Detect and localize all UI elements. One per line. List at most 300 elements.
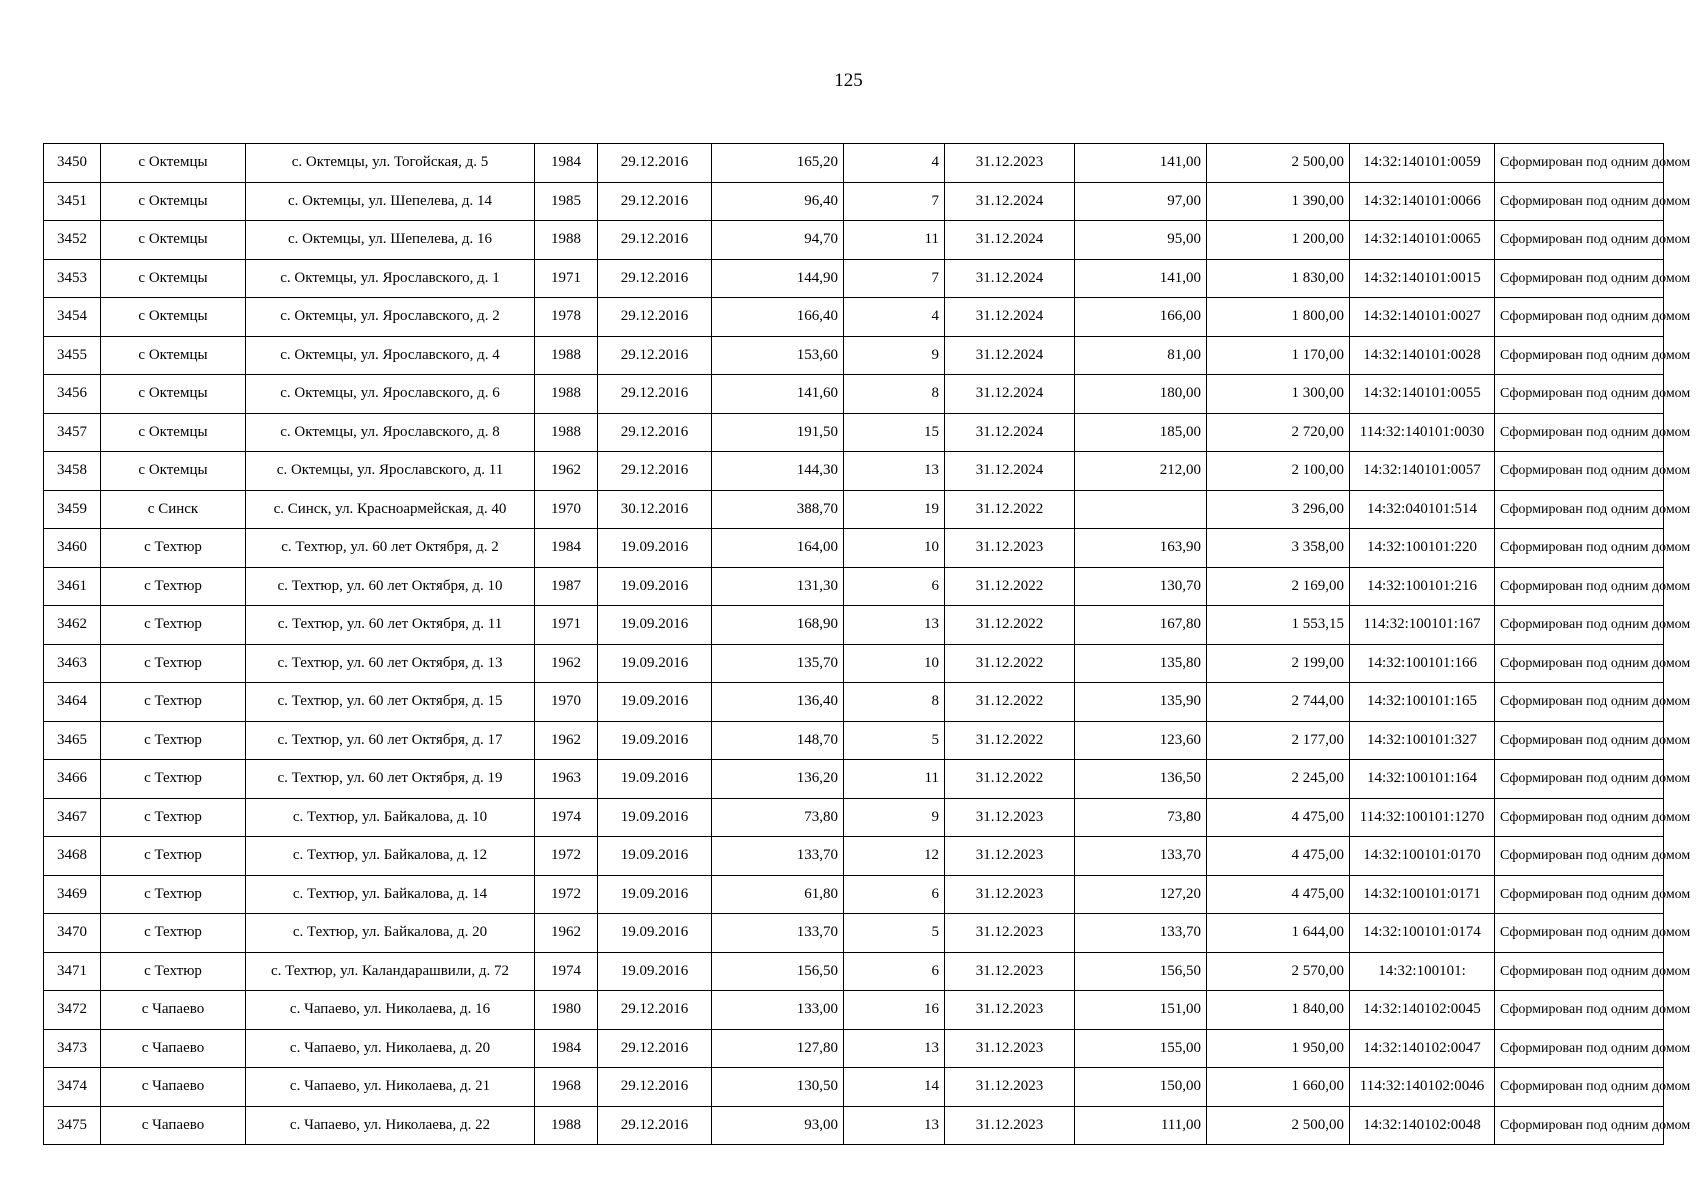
cadastral-number-cell: 14:32:100101:164 (1350, 760, 1495, 799)
residents-cell: 13 (844, 606, 945, 645)
table-row (44, 375, 1664, 414)
settlement-cell: с Техтюр (101, 837, 246, 876)
recognition-date-cell: 29.12.2016 (598, 413, 712, 452)
row-number-cell: 3465 (44, 721, 101, 760)
table-row (44, 952, 1664, 991)
area-cell: 164,00 (712, 529, 844, 568)
address-cell: с. Техтюр, ул. 60 лет Октября, д. 19 (246, 760, 535, 799)
year-built-cell: 1963 (535, 760, 598, 799)
table-row (44, 490, 1664, 529)
row-number-cell: 3451 (44, 182, 101, 221)
table-row (44, 721, 1664, 760)
table-row (44, 760, 1664, 799)
housing-registry-table (43, 143, 1691, 1145)
cost-cell: 1 300,00 (1207, 375, 1350, 414)
deadline-date-cell: 31.12.2024 (945, 259, 1075, 298)
table-row (44, 452, 1664, 491)
year-built-cell: 1988 (535, 413, 598, 452)
residents-cell: 7 (844, 182, 945, 221)
recognition-date-cell: 19.09.2016 (598, 914, 712, 953)
cost-cell: 1 644,00 (1207, 914, 1350, 953)
cost-cell: 2 100,00 (1207, 452, 1350, 491)
note-cell: Сформирован под одним домом (1495, 336, 1664, 375)
area-cell: 153,60 (712, 336, 844, 375)
residents-cell: 6 (844, 875, 945, 914)
deadline-date-cell: 31.12.2023 (945, 837, 1075, 876)
recognition-date-cell: 19.09.2016 (598, 644, 712, 683)
recognition-date-cell: 29.12.2016 (598, 336, 712, 375)
deadline-date-cell: 31.12.2022 (945, 490, 1075, 529)
residents-cell: 5 (844, 914, 945, 953)
note-cell: Сформирован под одним домом (1495, 1029, 1664, 1068)
cadastral-number-cell: 14:32:140101:0065 (1350, 221, 1495, 260)
area-cell: 388,70 (712, 490, 844, 529)
settlement-cell: с Техтюр (101, 721, 246, 760)
deadline-date-cell: 31.12.2022 (945, 567, 1075, 606)
living-area-cell: 163,90 (1075, 529, 1207, 568)
deadline-date-cell: 31.12.2023 (945, 1106, 1075, 1145)
living-area-cell: 95,00 (1075, 221, 1207, 260)
address-cell: с. Чапаево, ул. Николаева, д. 21 (246, 1068, 535, 1107)
cadastral-number-cell: 14:32:140101:0059 (1350, 144, 1495, 183)
recognition-date-cell: 19.09.2016 (598, 606, 712, 645)
living-area-cell: 135,90 (1075, 683, 1207, 722)
cost-cell: 3 358,00 (1207, 529, 1350, 568)
settlement-cell: с Чапаево (101, 1068, 246, 1107)
year-built-cell: 1970 (535, 490, 598, 529)
living-area-cell (1075, 490, 1207, 529)
row-number-cell: 3463 (44, 644, 101, 683)
address-cell: с. Октемцы, ул. Ярославского, д. 11 (246, 452, 535, 491)
address-cell: с. Техтюр, ул. Байкалова, д. 20 (246, 914, 535, 953)
year-built-cell: 1980 (535, 991, 598, 1030)
residents-cell: 11 (844, 221, 945, 260)
note-cell: Сформирован под одним домом (1495, 991, 1664, 1030)
living-area-cell: 185,00 (1075, 413, 1207, 452)
residents-cell: 8 (844, 375, 945, 414)
address-cell: с. Техтюр, ул. 60 лет Октября, д. 17 (246, 721, 535, 760)
cost-cell: 2 720,00 (1207, 413, 1350, 452)
cadastral-number-cell: 14:32:100101:166 (1350, 644, 1495, 683)
deadline-date-cell: 31.12.2023 (945, 991, 1075, 1030)
address-cell: с. Чапаево, ул. Николаева, д. 16 (246, 991, 535, 1030)
note-cell: Сформирован под одним домом (1495, 221, 1664, 260)
settlement-cell: с Техтюр (101, 567, 246, 606)
area-cell: 136,20 (712, 760, 844, 799)
note-cell: Сформирован под одним домом (1495, 490, 1664, 529)
row-number-cell: 3457 (44, 413, 101, 452)
area-cell: 136,40 (712, 683, 844, 722)
year-built-cell: 1988 (535, 336, 598, 375)
residents-cell: 19 (844, 490, 945, 529)
row-number-cell: 3473 (44, 1029, 101, 1068)
cost-cell: 4 475,00 (1207, 837, 1350, 876)
settlement-cell: с Октемцы (101, 221, 246, 260)
year-built-cell: 1971 (535, 259, 598, 298)
recognition-date-cell: 29.12.2016 (598, 1068, 712, 1107)
deadline-date-cell: 31.12.2023 (945, 914, 1075, 953)
year-built-cell: 1978 (535, 298, 598, 337)
year-built-cell: 1988 (535, 221, 598, 260)
area-cell: 133,00 (712, 991, 844, 1030)
table-row (44, 298, 1664, 337)
settlement-cell: с Октемцы (101, 144, 246, 183)
cost-cell: 1 950,00 (1207, 1029, 1350, 1068)
table-row (44, 798, 1664, 837)
year-built-cell: 1984 (535, 529, 598, 568)
row-number-cell: 3466 (44, 760, 101, 799)
deadline-date-cell: 31.12.2024 (945, 298, 1075, 337)
table-row (44, 182, 1664, 221)
area-cell: 168,90 (712, 606, 844, 645)
area-cell: 133,70 (712, 837, 844, 876)
settlement-cell: с Техтюр (101, 875, 246, 914)
cadastral-number-cell: 14:32:100101:0171 (1350, 875, 1495, 914)
table-row (44, 336, 1664, 375)
row-number-cell: 3450 (44, 144, 101, 183)
living-area-cell: 155,00 (1075, 1029, 1207, 1068)
cadastral-number-cell: 14:32:140101:0055 (1350, 375, 1495, 414)
year-built-cell: 1987 (535, 567, 598, 606)
recognition-date-cell: 19.09.2016 (598, 760, 712, 799)
cadastral-number-cell: 114:32:100101:167 (1350, 606, 1495, 645)
address-cell: с. Техтюр, ул. 60 лет Октября, д. 10 (246, 567, 535, 606)
area-cell: 156,50 (712, 952, 844, 991)
address-cell: с. Техтюр, ул. Каландарашвили, д. 72 (246, 952, 535, 991)
residents-cell: 9 (844, 798, 945, 837)
area-cell: 141,60 (712, 375, 844, 414)
row-number-cell: 3459 (44, 490, 101, 529)
row-number-cell: 3475 (44, 1106, 101, 1145)
table-row (44, 644, 1664, 683)
address-cell: с. Техтюр, ул. Байкалова, д. 12 (246, 837, 535, 876)
living-area-cell: 156,50 (1075, 952, 1207, 991)
address-cell: с. Чапаево, ул. Николаева, д. 22 (246, 1106, 535, 1145)
residents-cell: 6 (844, 952, 945, 991)
cost-cell: 4 475,00 (1207, 798, 1350, 837)
living-area-cell: 133,70 (1075, 837, 1207, 876)
residents-cell: 15 (844, 413, 945, 452)
cadastral-number-cell: 14:32:100101:0170 (1350, 837, 1495, 876)
note-cell: Сформирован под одним домом (1495, 837, 1664, 876)
settlement-cell: с Октемцы (101, 259, 246, 298)
cost-cell: 1 800,00 (1207, 298, 1350, 337)
deadline-date-cell: 31.12.2023 (945, 529, 1075, 568)
row-number-cell: 3464 (44, 683, 101, 722)
row-number-cell: 3470 (44, 914, 101, 953)
deadline-date-cell: 31.12.2022 (945, 644, 1075, 683)
settlement-cell: с Чапаево (101, 1029, 246, 1068)
residents-cell: 10 (844, 529, 945, 568)
recognition-date-cell: 29.12.2016 (598, 452, 712, 491)
note-cell: Сформирован под одним домом (1495, 259, 1664, 298)
address-cell: с. Октемцы, ул. Шепелева, д. 14 (246, 182, 535, 221)
deadline-date-cell: 31.12.2023 (945, 952, 1075, 991)
living-area-cell: 97,00 (1075, 182, 1207, 221)
living-area-cell: 130,70 (1075, 567, 1207, 606)
note-cell: Сформирован под одним домом (1495, 760, 1664, 799)
note-cell: Сформирован под одним домом (1495, 144, 1664, 183)
living-area-cell: 123,60 (1075, 721, 1207, 760)
residents-cell: 4 (844, 298, 945, 337)
note-cell: Сформирован под одним домом (1495, 721, 1664, 760)
address-cell: с. Октемцы, ул. Ярославского, д. 1 (246, 259, 535, 298)
note-cell: Сформирован под одним домом (1495, 875, 1664, 914)
residents-cell: 6 (844, 567, 945, 606)
recognition-date-cell: 19.09.2016 (598, 529, 712, 568)
living-area-cell: 73,80 (1075, 798, 1207, 837)
recognition-date-cell: 29.12.2016 (598, 144, 712, 183)
note-cell: Сформирован под одним домом (1495, 1106, 1664, 1145)
cadastral-number-cell: 14:32:140101:0015 (1350, 259, 1495, 298)
deadline-date-cell: 31.12.2024 (945, 221, 1075, 260)
cadastral-number-cell: 14:32:140101:0057 (1350, 452, 1495, 491)
settlement-cell: с Техтюр (101, 760, 246, 799)
settlement-cell: с Октемцы (101, 298, 246, 337)
year-built-cell: 1962 (535, 452, 598, 491)
settlement-cell: с Чапаево (101, 991, 246, 1030)
table-row (44, 413, 1664, 452)
note-cell: Сформирован под одним домом (1495, 683, 1664, 722)
recognition-date-cell: 29.12.2016 (598, 298, 712, 337)
residents-cell: 13 (844, 1029, 945, 1068)
note-cell: Сформирован под одним домом (1495, 298, 1664, 337)
cadastral-number-cell: 14:32:140102:0047 (1350, 1029, 1495, 1068)
settlement-cell: с Синск (101, 490, 246, 529)
cadastral-number-cell: 14:32:100101:165 (1350, 683, 1495, 722)
address-cell: с. Октемцы, ул. Ярославского, д. 6 (246, 375, 535, 414)
address-cell: с. Синск, ул. Красноармейская, д. 40 (246, 490, 535, 529)
row-number-cell: 3471 (44, 952, 101, 991)
table-row (44, 529, 1664, 568)
recognition-date-cell: 19.09.2016 (598, 798, 712, 837)
address-cell: с. Октемцы, ул. Ярославского, д. 4 (246, 336, 535, 375)
cadastral-number-cell: 14:32:100101:327 (1350, 721, 1495, 760)
cost-cell: 1 840,00 (1207, 991, 1350, 1030)
recognition-date-cell: 19.09.2016 (598, 721, 712, 760)
settlement-cell: с Чапаево (101, 1106, 246, 1145)
living-area-cell: 141,00 (1075, 144, 1207, 183)
recognition-date-cell: 19.09.2016 (598, 683, 712, 722)
note-cell: Сформирован под одним домом (1495, 606, 1664, 645)
cost-cell: 1 200,00 (1207, 221, 1350, 260)
living-area-cell: 141,00 (1075, 259, 1207, 298)
address-cell: с. Техтюр, ул. 60 лет Октября, д. 11 (246, 606, 535, 645)
table-body (44, 144, 1691, 1145)
area-cell: 61,80 (712, 875, 844, 914)
area-cell: 127,80 (712, 1029, 844, 1068)
cadastral-number-cell: 14:32:100101:216 (1350, 567, 1495, 606)
table-row (44, 144, 1664, 183)
recognition-date-cell: 19.09.2016 (598, 567, 712, 606)
living-area-cell: 127,20 (1075, 875, 1207, 914)
recognition-date-cell: 19.09.2016 (598, 952, 712, 991)
year-built-cell: 1970 (535, 683, 598, 722)
row-number-cell: 3455 (44, 336, 101, 375)
note-cell: Сформирован под одним домом (1495, 529, 1664, 568)
table-row (44, 875, 1664, 914)
residents-cell: 11 (844, 760, 945, 799)
row-number-cell: 3452 (44, 221, 101, 260)
settlement-cell: с Октемцы (101, 375, 246, 414)
year-built-cell: 1988 (535, 375, 598, 414)
area-cell: 96,40 (712, 182, 844, 221)
table-row (44, 1029, 1664, 1068)
area-cell: 135,70 (712, 644, 844, 683)
recognition-date-cell: 29.12.2016 (598, 1106, 712, 1145)
recognition-date-cell: 19.09.2016 (598, 875, 712, 914)
area-cell: 166,40 (712, 298, 844, 337)
recognition-date-cell: 30.12.2016 (598, 490, 712, 529)
table-row (44, 683, 1664, 722)
residents-cell: 16 (844, 991, 945, 1030)
note-cell: Сформирован под одним домом (1495, 452, 1664, 491)
area-cell: 130,50 (712, 1068, 844, 1107)
cadastral-number-cell: 14:32:140101:0027 (1350, 298, 1495, 337)
deadline-date-cell: 31.12.2024 (945, 336, 1075, 375)
cadastral-number-cell: 14:32:140101:0066 (1350, 182, 1495, 221)
year-built-cell: 1962 (535, 721, 598, 760)
deadline-date-cell: 31.12.2023 (945, 1068, 1075, 1107)
cost-cell: 1 660,00 (1207, 1068, 1350, 1107)
living-area-cell: 111,00 (1075, 1106, 1207, 1145)
area-cell: 94,70 (712, 221, 844, 260)
year-built-cell: 1962 (535, 644, 598, 683)
deadline-date-cell: 31.12.2024 (945, 375, 1075, 414)
cost-cell: 1 553,15 (1207, 606, 1350, 645)
deadline-date-cell: 31.12.2023 (945, 144, 1075, 183)
row-number-cell: 3468 (44, 837, 101, 876)
residents-cell: 12 (844, 837, 945, 876)
address-cell: с. Техтюр, ул. 60 лет Октября, д. 15 (246, 683, 535, 722)
residents-cell: 13 (844, 1106, 945, 1145)
settlement-cell: с Техтюр (101, 606, 246, 645)
year-built-cell: 1972 (535, 837, 598, 876)
table-row (44, 837, 1664, 876)
address-cell: с. Чапаево, ул. Николаева, д. 20 (246, 1029, 535, 1068)
address-cell: с. Октемцы, ул. Шепелева, д. 16 (246, 221, 535, 260)
year-built-cell: 1972 (535, 875, 598, 914)
deadline-date-cell: 31.12.2023 (945, 875, 1075, 914)
cost-cell: 2 199,00 (1207, 644, 1350, 683)
recognition-date-cell: 29.12.2016 (598, 1029, 712, 1068)
deadline-date-cell: 31.12.2022 (945, 760, 1075, 799)
note-cell: Сформирован под одним домом (1495, 567, 1664, 606)
note-cell: Сформирован под одним домом (1495, 413, 1664, 452)
cadastral-number-cell: 14:32:100101:220 (1350, 529, 1495, 568)
cadastral-number-cell: 14:32:140102:0048 (1350, 1106, 1495, 1145)
cadastral-number-cell: 14:32:140102:0045 (1350, 991, 1495, 1030)
living-area-cell: 81,00 (1075, 336, 1207, 375)
address-cell: с. Техтюр, ул. 60 лет Октября, д. 2 (246, 529, 535, 568)
deadline-date-cell: 31.12.2022 (945, 606, 1075, 645)
settlement-cell: с Октемцы (101, 336, 246, 375)
year-built-cell: 1988 (535, 1106, 598, 1145)
row-number-cell: 3461 (44, 567, 101, 606)
deadline-date-cell: 31.12.2022 (945, 721, 1075, 760)
address-cell: с. Октемцы, ул. Ярославского, д. 2 (246, 298, 535, 337)
living-area-cell: 150,00 (1075, 1068, 1207, 1107)
deadline-date-cell: 31.12.2023 (945, 1029, 1075, 1068)
cadastral-number-cell: 14:32:100101:0174 (1350, 914, 1495, 953)
living-area-cell: 135,80 (1075, 644, 1207, 683)
settlement-cell: с Октемцы (101, 452, 246, 491)
cadastral-number-cell: 14:32:040101:514 (1350, 490, 1495, 529)
row-number-cell: 3460 (44, 529, 101, 568)
address-cell: с. Техтюр, ул. 60 лет Октября, д. 13 (246, 644, 535, 683)
year-built-cell: 1984 (535, 1029, 598, 1068)
cadastral-number-cell: 114:32:140102:0046 (1350, 1068, 1495, 1107)
deadline-date-cell: 31.12.2024 (945, 182, 1075, 221)
row-number-cell: 3469 (44, 875, 101, 914)
area-cell: 191,50 (712, 413, 844, 452)
deadline-date-cell: 31.12.2024 (945, 452, 1075, 491)
residents-cell: 8 (844, 683, 945, 722)
year-built-cell: 1985 (535, 182, 598, 221)
table-row (44, 914, 1664, 953)
area-cell: 133,70 (712, 914, 844, 953)
year-built-cell: 1968 (535, 1068, 598, 1107)
cost-cell: 2 570,00 (1207, 952, 1350, 991)
note-cell: Сформирован под одним домом (1495, 182, 1664, 221)
note-cell: Сформирован под одним домом (1495, 1068, 1664, 1107)
settlement-cell: с Техтюр (101, 914, 246, 953)
year-built-cell: 1974 (535, 952, 598, 991)
settlement-cell: с Октемцы (101, 182, 246, 221)
cost-cell: 2 245,00 (1207, 760, 1350, 799)
year-built-cell: 1984 (535, 144, 598, 183)
year-built-cell: 1971 (535, 606, 598, 645)
settlement-cell: с Техтюр (101, 529, 246, 568)
living-area-cell: 166,00 (1075, 298, 1207, 337)
table-row (44, 606, 1664, 645)
recognition-date-cell: 29.12.2016 (598, 182, 712, 221)
row-number-cell: 3462 (44, 606, 101, 645)
settlement-cell: с Техтюр (101, 644, 246, 683)
table-row (44, 567, 1664, 606)
row-number-cell: 3474 (44, 1068, 101, 1107)
cadastral-number-cell: 114:32:140101:0030 (1350, 413, 1495, 452)
address-cell: с. Техтюр, ул. Байкалова, д. 10 (246, 798, 535, 837)
row-number-cell: 3453 (44, 259, 101, 298)
cadastral-number-cell: 14:32:140101:0028 (1350, 336, 1495, 375)
residents-cell: 4 (844, 144, 945, 183)
table-row (44, 991, 1664, 1030)
table-row (44, 1068, 1664, 1107)
cost-cell: 2 169,00 (1207, 567, 1350, 606)
cost-cell: 4 475,00 (1207, 875, 1350, 914)
note-cell: Сформирован под одним домом (1495, 375, 1664, 414)
recognition-date-cell: 29.12.2016 (598, 991, 712, 1030)
living-area-cell: 136,50 (1075, 760, 1207, 799)
cost-cell: 2 744,00 (1207, 683, 1350, 722)
cost-cell: 1 390,00 (1207, 182, 1350, 221)
settlement-cell: с Техтюр (101, 952, 246, 991)
year-built-cell: 1962 (535, 914, 598, 953)
living-area-cell: 180,00 (1075, 375, 1207, 414)
note-cell: Сформирован под одним домом (1495, 798, 1664, 837)
row-number-cell: 3458 (44, 452, 101, 491)
residents-cell: 5 (844, 721, 945, 760)
settlement-cell: с Техтюр (101, 683, 246, 722)
area-cell: 144,30 (712, 452, 844, 491)
note-cell: Сформирован под одним домом (1495, 952, 1664, 991)
note-cell: Сформирован под одним домом (1495, 914, 1664, 953)
recognition-date-cell: 19.09.2016 (598, 837, 712, 876)
cost-cell: 2 177,00 (1207, 721, 1350, 760)
residents-cell: 9 (844, 336, 945, 375)
table-row (44, 259, 1664, 298)
